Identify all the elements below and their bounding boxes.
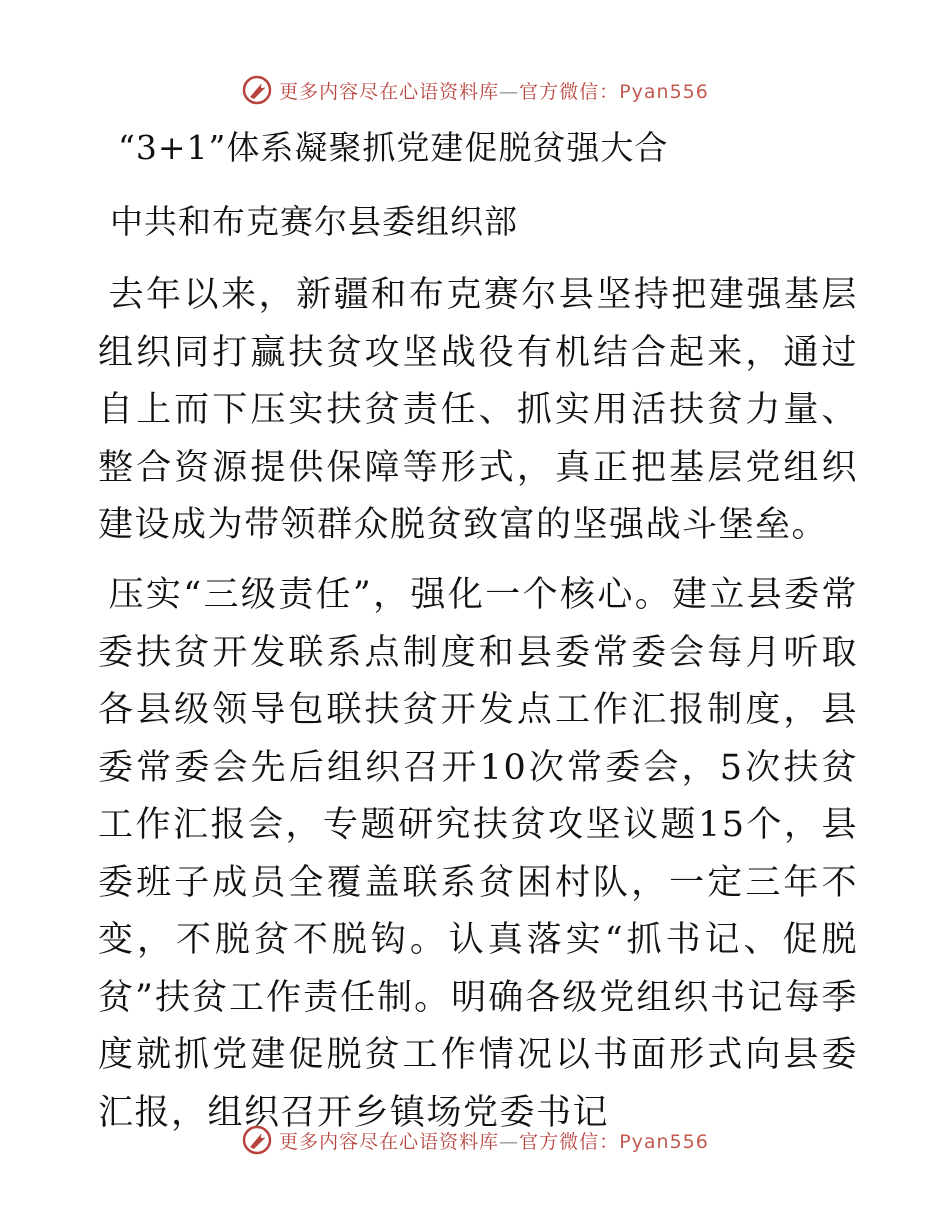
watermark-site: 更多内容尽在心语资料库 (279, 80, 500, 103)
watermark-label: 官方微信： (519, 80, 620, 103)
watermark-label: 官方微信： (519, 1130, 620, 1153)
document-title: “3+1”体系凝聚抓党建促脱贫强大合 (118, 128, 669, 167)
watermark-id: Pyan556 (619, 1130, 709, 1153)
pen-nib-circle-icon (241, 1124, 273, 1156)
watermark-text (279, 77, 709, 104)
watermark-site: 更多内容尽在心语资料库 (279, 1130, 500, 1153)
watermark-id: Pyan556 (619, 80, 709, 103)
document-author: 中共和布克赛尔县委组织部 (110, 202, 518, 241)
paragraph-2: 压实“三级责任”，强化一个核心。建立县委常委扶贫开发联系点制度和县委常委会每月听取各县级领导包联扶贫开发点工作汇报制度，县委常委会先后组织召开10次常委会，5次扶贫工作汇报会，专题研究扶贫攻坚议题15个，县委班子成员全覆盖联系贫困村队，一定三年不变，不脱贫不脱钩。认真落实“抓书记、促脱贫”扶贫工作责任制。明确各级党组织书记每季度就抓党建促脱贫工作情况以书面形式向县委汇报，组织召开乡镇场党委书记 (98, 575, 858, 1133)
watermark-separator: — (499, 1130, 520, 1153)
paragraph-1: 去年以来，新疆和布克赛尔县坚持把建强基层组织同打赢扶贫攻坚战役有机结合起来，通过自上而下压实扶贫责任、抓实用活扶贫力量、整合资源提供保障等形式，真正把基层党组织建设成为带领群众脱贫致富的坚强战斗堡垒。 (98, 275, 858, 545)
watermark-separator: — (499, 80, 520, 103)
pen-nib-circle-icon (241, 74, 273, 106)
watermark-text (279, 1127, 709, 1154)
watermark-banner-top (0, 70, 950, 110)
watermark-banner-bottom (0, 1120, 950, 1160)
